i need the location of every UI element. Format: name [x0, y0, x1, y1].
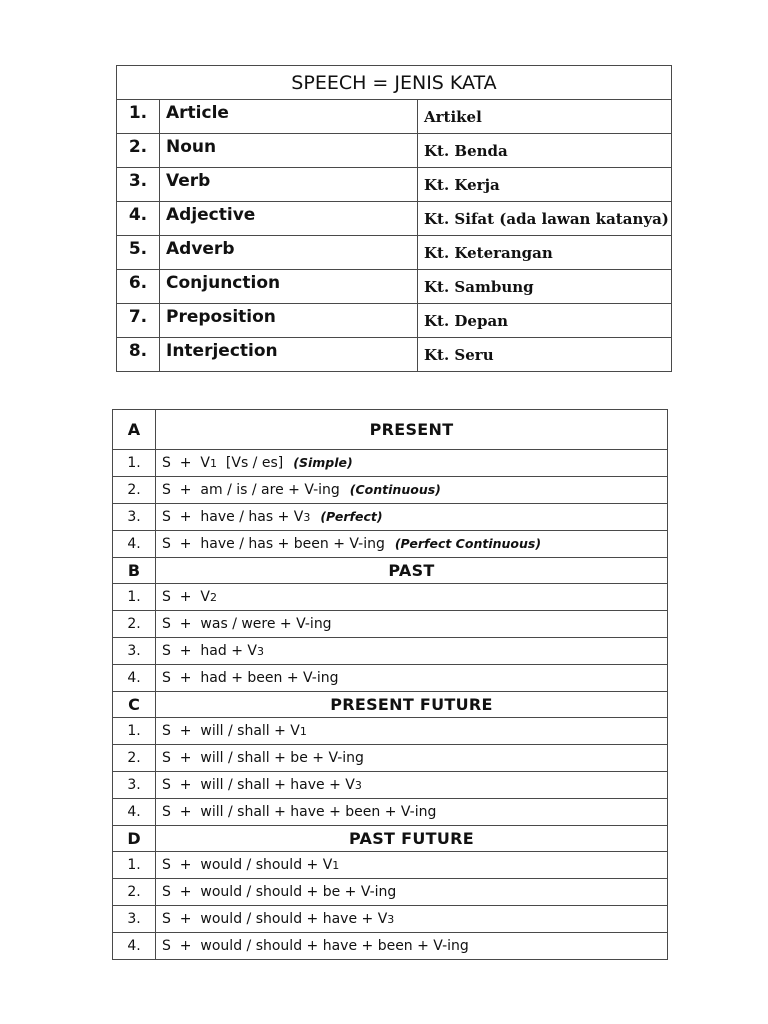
parts-of-speech-title: SPEECH = JENIS KATA: [117, 66, 672, 100]
tense-formula: S + would / should + be + V-ing: [162, 884, 397, 900]
indonesian-term: Kt. Keterangan: [418, 236, 672, 270]
verb-form-subscript: 1: [210, 457, 217, 470]
english-term: Interjection: [160, 338, 418, 372]
tenses-table: [112, 409, 668, 960]
indonesian-term: Kt. Sifat (ada lawan katanya): [418, 202, 672, 236]
section-header-row: [113, 558, 668, 584]
indonesian-term: Kt. Kerja: [418, 168, 672, 202]
tense-formula-cell: [156, 906, 668, 933]
tense-formula: S + would / should + V: [162, 857, 333, 873]
verb-form-subscript: 3: [256, 645, 264, 658]
indonesian-term: Kt. Benda: [418, 134, 672, 168]
english-term: Conjunction: [160, 270, 418, 304]
english-term: Verb: [160, 168, 418, 202]
row-number: 3.: [113, 638, 156, 665]
tense-formula: S + V: [162, 589, 210, 605]
tense-name-note: (Perfect): [320, 509, 383, 524]
table-row: [113, 718, 668, 745]
verb-form-subscript: 2: [210, 591, 217, 604]
verb-form-subscript: 3: [387, 913, 395, 926]
tense-formula-cell: [156, 638, 668, 665]
table-row: [113, 772, 668, 799]
row-number: 4.: [113, 531, 156, 558]
table-row: [117, 338, 672, 372]
row-number: 1.: [113, 450, 156, 477]
row-number: 3.: [113, 906, 156, 933]
english-term: Preposition: [160, 304, 418, 338]
english-term: Noun: [160, 134, 418, 168]
row-number: 1.: [113, 718, 156, 745]
row-number: 2.: [117, 134, 160, 168]
section-letter: B: [113, 558, 156, 584]
verb-form-subscript: 3: [354, 779, 362, 792]
tense-formula: S + would / should + have + V: [162, 911, 388, 927]
table-row: [113, 665, 668, 692]
row-number: 6.: [117, 270, 160, 304]
tense-formula: S + will / shall + have + been + V-ing: [162, 804, 437, 820]
row-number: 4.: [113, 665, 156, 692]
row-number: 3.: [113, 772, 156, 799]
row-number: 8.: [117, 338, 160, 372]
parts-of-speech-table: [116, 65, 672, 372]
row-number: 2.: [113, 745, 156, 772]
table-row: [113, 638, 668, 665]
indonesian-term: Artikel: [418, 100, 672, 134]
row-number: 1.: [113, 584, 156, 611]
indonesian-term: Kt. Seru: [418, 338, 672, 372]
tense-formula-cell: [156, 745, 668, 772]
verb-form-subscript: 1: [299, 725, 307, 738]
table-row: [117, 168, 672, 202]
verb-form-subscript: 3: [303, 511, 311, 524]
tense-formula-cell: [156, 718, 668, 745]
row-number: 2.: [113, 611, 156, 638]
tense-formula-cell: [156, 772, 668, 799]
tense-formula-cell: [156, 879, 668, 906]
table-row: [113, 477, 668, 504]
section-header-row: [113, 410, 668, 450]
table-row: [113, 504, 668, 531]
tense-formula-suffix: [Vs / es]: [217, 455, 284, 471]
row-number: 3.: [117, 168, 160, 202]
tense-formula-cell: [156, 477, 668, 504]
table-row: [113, 745, 668, 772]
tense-name-note: (Perfect Continuous): [394, 536, 542, 551]
tense-formula: S + V: [162, 455, 210, 471]
section-title: PRESENT: [156, 410, 668, 450]
tense-formula-cell: [156, 852, 668, 879]
table-row: [113, 450, 668, 477]
table-row: [113, 879, 668, 906]
table-row: [117, 236, 672, 270]
table-row: [113, 906, 668, 933]
english-term: Adverb: [160, 236, 418, 270]
row-number: 1.: [117, 100, 160, 134]
tense-formula: S + would / should + have + been + V-ing: [162, 938, 469, 954]
section-header-row: [113, 692, 668, 718]
table-row: [117, 304, 672, 338]
english-term: Article: [160, 100, 418, 134]
tense-formula: S + had + V: [162, 643, 257, 659]
table-row: [113, 933, 668, 960]
section-letter: D: [113, 826, 156, 852]
table-row: [113, 799, 668, 826]
tense-formula: S + will / shall + have + V: [162, 777, 355, 793]
parts-of-speech-header-row: [117, 66, 672, 100]
tense-formula-cell: [156, 504, 668, 531]
row-number: 4.: [113, 799, 156, 826]
section-letter: A: [113, 410, 156, 450]
table-row: [117, 270, 672, 304]
row-number: 4.: [117, 202, 160, 236]
section-title: PAST FUTURE: [156, 826, 668, 852]
tense-formula: S + will / shall + be + V-ing: [162, 750, 364, 766]
table-row: [113, 531, 668, 558]
tense-formula-cell: [156, 584, 668, 611]
row-number: 1.: [113, 852, 156, 879]
tense-formula: S + will / shall + V: [162, 723, 300, 739]
indonesian-term: Kt. Depan: [418, 304, 672, 338]
tense-formula: S + have / has + V: [162, 509, 304, 525]
table-row: [113, 852, 668, 879]
row-number: 5.: [117, 236, 160, 270]
section-header-row: [113, 826, 668, 852]
tense-formula-cell: [156, 611, 668, 638]
tense-name-note: (Continuous): [349, 482, 441, 497]
row-number: 2.: [113, 477, 156, 504]
table-row: [113, 611, 668, 638]
tense-formula-cell: [156, 799, 668, 826]
english-term: Adjective: [160, 202, 418, 236]
tense-formula: S + am / is / are + V-ing: [162, 482, 340, 498]
indonesian-term: Kt. Sambung: [418, 270, 672, 304]
row-number: 3.: [113, 504, 156, 531]
tense-formula-cell: [156, 665, 668, 692]
tense-formula-cell: [156, 933, 668, 960]
section-letter: C: [113, 692, 156, 718]
tense-formula: S + have / has + been + V-ing: [162, 536, 385, 552]
row-number: 4.: [113, 933, 156, 960]
section-title: PAST: [156, 558, 668, 584]
tense-name-note: (Simple): [293, 455, 353, 470]
row-number: 7.: [117, 304, 160, 338]
tense-formula: S + had + been + V-ing: [162, 670, 339, 686]
section-title: PRESENT FUTURE: [156, 692, 668, 718]
row-number: 2.: [113, 879, 156, 906]
tense-formula-cell: [156, 450, 668, 477]
table-row: [113, 584, 668, 611]
table-row: [117, 100, 672, 134]
tense-formula-cell: [156, 531, 668, 558]
verb-form-subscript: 1: [332, 859, 340, 872]
table-row: [117, 134, 672, 168]
table-row: [117, 202, 672, 236]
tense-formula: S + was / were + V-ing: [162, 616, 332, 632]
